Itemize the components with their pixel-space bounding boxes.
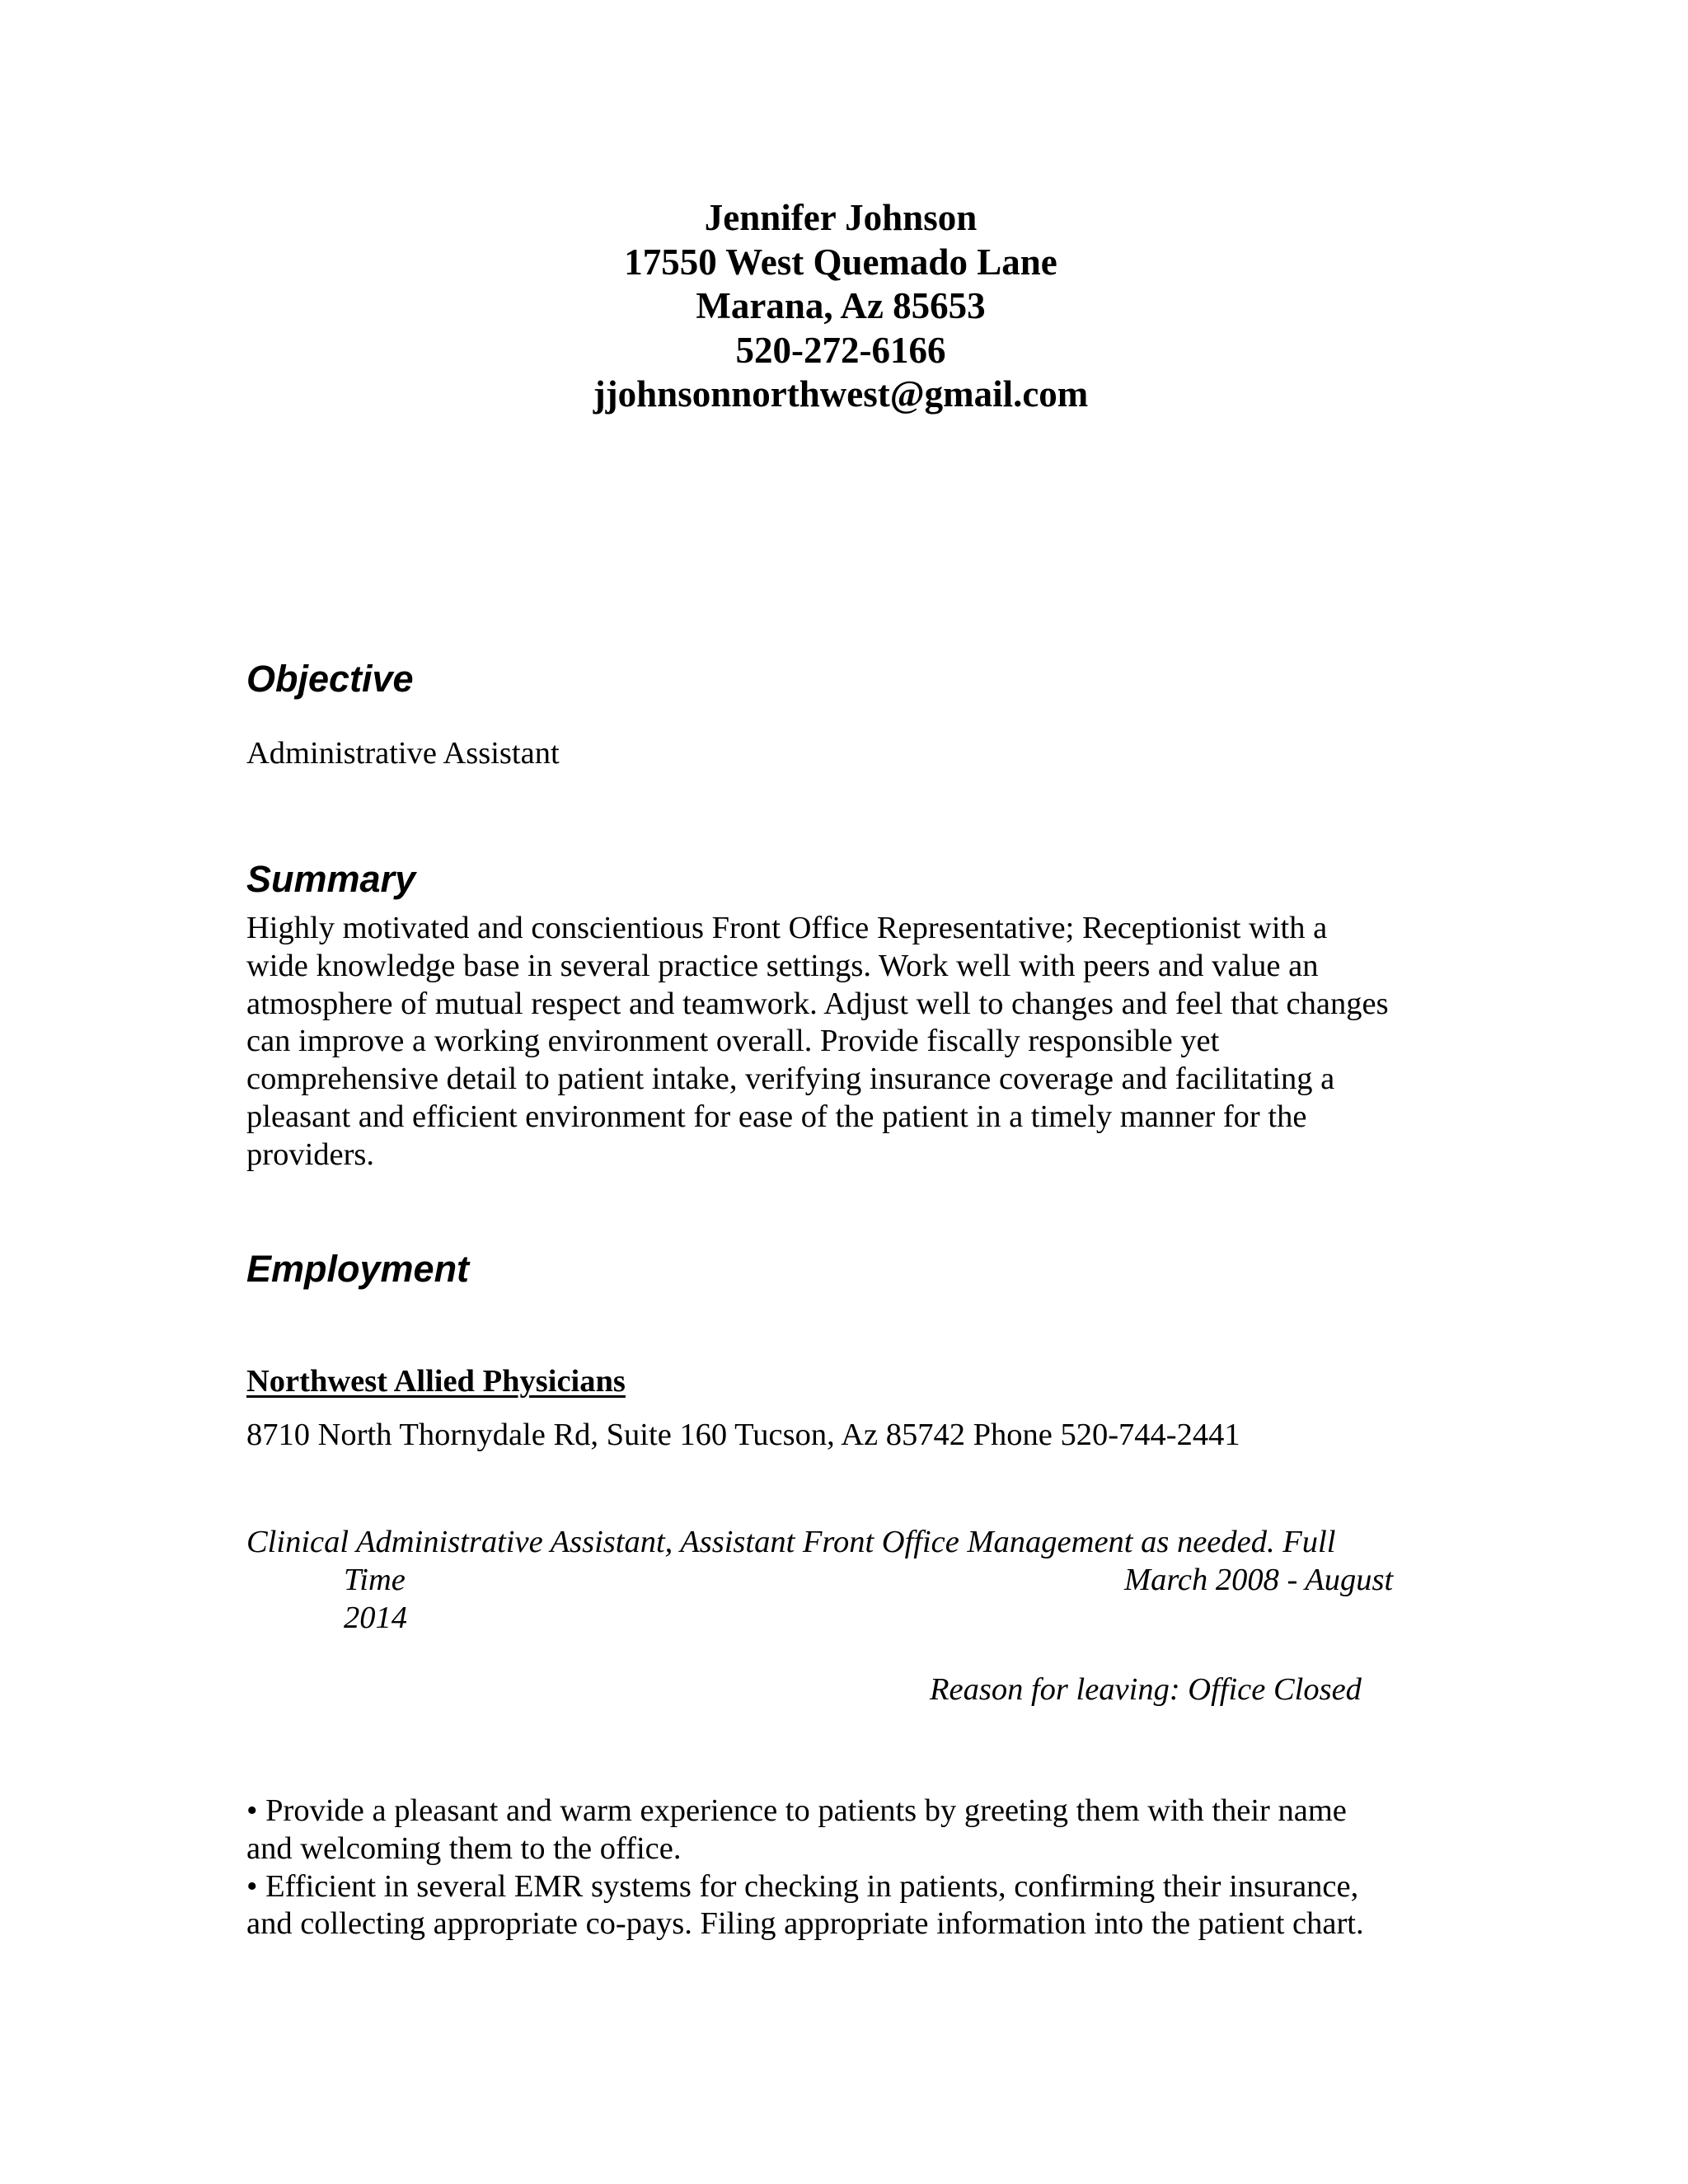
applicant-name: Jennifer Johnson <box>704 197 978 238</box>
phone-number: 520-272-6166 <box>735 329 946 371</box>
job-duties-list <box>246 1793 1364 1943</box>
job-duty-line: and collecting appropriate co-pays. Filing appropriate information into the patient chart. <box>246 1906 1364 1942</box>
summary-line: Highly motivated and conscientious Front Office Representative; Receptionist with a <box>246 911 1328 945</box>
objective-text: Administrative Assistant <box>246 736 560 771</box>
employment-heading: Employment <box>246 1248 470 1290</box>
email-address: jjohnsonnorthwest@gmail.com <box>593 373 1089 415</box>
job-title-line: Time <box>344 1563 406 1597</box>
reason-for-leaving: Reason for leaving: Office Closed <box>930 1672 1362 1707</box>
summary-line: providers. <box>246 1137 375 1172</box>
objective-heading: Objective <box>246 658 414 700</box>
contact-header <box>0 196 1681 417</box>
summary-line: atmosphere of mutual respect and teamwork. Adjust well to changes and feel that changes <box>246 986 1389 1021</box>
summary-line: wide knowledge base in several practice settings. Work well with peers and value an <box>246 948 1319 983</box>
employer-address: 8710 North Thornydale Rd, Suite 160 Tucson, Az 85742 Phone 520-744-2441 <box>246 1418 1240 1452</box>
summary-line: can improve a working environment overall. Provide fiscally responsible yet <box>246 1024 1220 1059</box>
summary-heading: Summary <box>246 858 416 900</box>
street-address: 17550 West Quemado Lane <box>624 241 1057 283</box>
job-duty-line: • Efficient in several EMR systems for checking in patients, confirming their insurance, <box>246 1868 1359 1904</box>
job-title-line: Clinical Administrative Assistant, Assistant Front Office Management as needed. Full <box>246 1525 1336 1559</box>
summary-line: pleasant and efficient environment for ease of the patient in a timely manner for the <box>246 1099 1307 1134</box>
job-dates-line: 2014 <box>344 1601 407 1635</box>
employer-name: Northwest Allied Physicians <box>246 1364 626 1399</box>
job-duty-line: and welcoming them to the office. <box>246 1830 682 1866</box>
city-state-zip: Marana, Az 85653 <box>696 285 986 326</box>
job-dates-line: March 2008 - August <box>1124 1563 1394 1597</box>
job-duty-line: • Provide a pleasant and warm experience to patients by greeting them with their name <box>246 1793 1347 1828</box>
summary-paragraph <box>246 910 1450 1174</box>
summary-line: comprehensive detail to patient intake, verifying insurance coverage and facilitating a <box>246 1062 1335 1097</box>
